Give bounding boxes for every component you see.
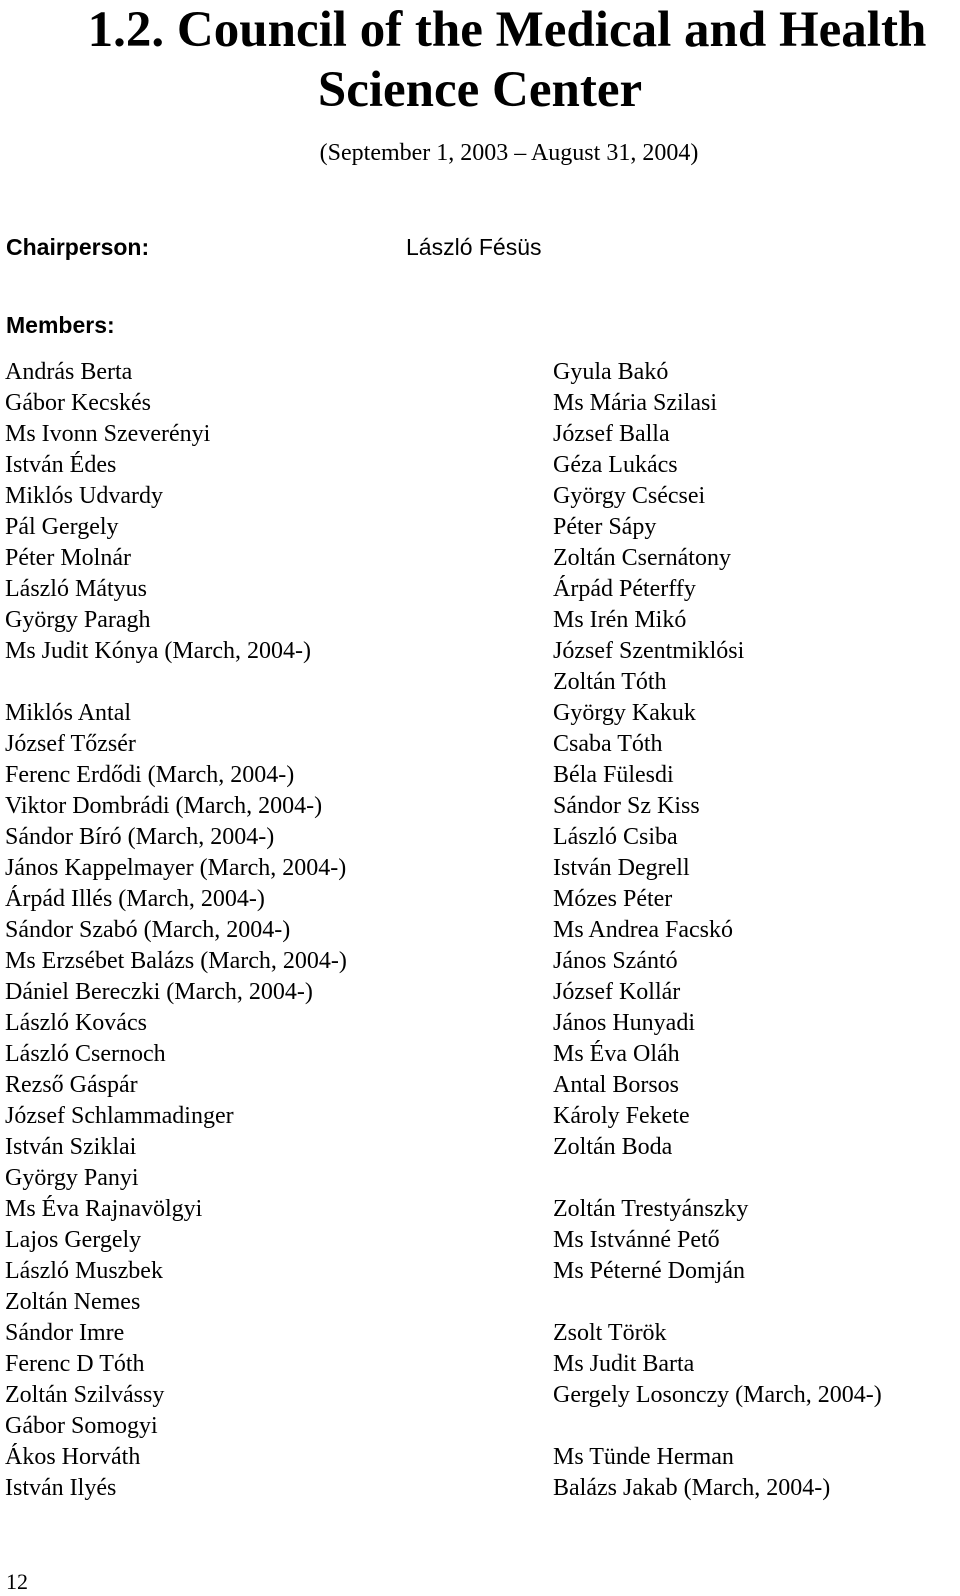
- page-number: 12: [6, 1569, 28, 1594]
- member-name: Sándor Szabó (March, 2004-): [5, 917, 291, 943]
- member-name: István Édes: [5, 452, 117, 478]
- period-subtitle: (September 1, 2003 – August 31, 2004): [319, 140, 699, 166]
- member-name: István Sziklai: [5, 1134, 137, 1160]
- member-name: Antal Borsos: [553, 1072, 679, 1098]
- member-name: Sándor Bíró (March, 2004-): [5, 824, 275, 850]
- member-name: Ms Istvánné Pető: [553, 1227, 720, 1253]
- member-name: János Szántó: [553, 948, 678, 974]
- member-name: Ákos Horváth: [5, 1444, 141, 1470]
- members-right-column: [553, 357, 882, 1504]
- member-name: Zsolt Török: [553, 1320, 667, 1346]
- member-name: Zoltán Nemes: [5, 1289, 141, 1315]
- member-name: József Kollár: [553, 979, 681, 1005]
- member-name: Ms Éva Oláh: [553, 1041, 680, 1067]
- member-name: Zoltán Trestyánszky: [553, 1196, 749, 1222]
- member-name: Miklós Udvardy: [5, 483, 163, 509]
- page-title-line-1: 1.2. Council of the Medical and Health: [87, 2, 927, 58]
- member-name: László Csernoch: [5, 1041, 166, 1067]
- member-name: János Kappelmayer (March, 2004-): [5, 855, 347, 881]
- member-name: István Ilyés: [5, 1475, 117, 1501]
- member-name: Péter Molnár: [5, 545, 131, 571]
- members-label: Members:: [6, 312, 115, 338]
- member-name: György Panyi: [5, 1165, 139, 1191]
- member-name: Dániel Bereczki (March, 2004-): [5, 979, 313, 1005]
- member-name: Péter Sápy: [553, 514, 657, 540]
- member-name: Zoltán Tóth: [553, 669, 667, 695]
- member-name: Árpád Péterffy: [553, 576, 696, 602]
- member-name: [553, 1163, 882, 1194]
- member-name: József Balla: [553, 421, 670, 447]
- member-name: Ms Péterné Domján: [553, 1258, 745, 1284]
- member-name: Gergely Losonczy (March, 2004-): [553, 1382, 882, 1408]
- member-name: Ms Ivonn Szeverényi: [5, 421, 211, 447]
- member-name: Ms Éva Rajnavölgyi: [5, 1196, 203, 1222]
- member-name: Gábor Kecskés: [5, 390, 151, 416]
- member-name: Rezső Gáspár: [5, 1072, 138, 1098]
- member-name: Géza Lukács: [553, 452, 678, 478]
- member-name: József Schlammadinger: [5, 1103, 234, 1129]
- chairperson-label: Chairperson:: [6, 234, 150, 260]
- member-name: Károly Fekete: [553, 1103, 690, 1129]
- member-name: Zoltán Csernátony: [553, 545, 731, 571]
- member-name: Ms Tünde Herman: [553, 1444, 734, 1470]
- member-name: Béla Fülesdi: [553, 762, 674, 788]
- member-name: Sándor Imre: [5, 1320, 125, 1346]
- member-name: György Paragh: [5, 607, 151, 633]
- member-name: Miklós Antal: [5, 700, 132, 726]
- member-name: Gábor Somogyi: [5, 1413, 158, 1439]
- member-name: György Kakuk: [553, 700, 696, 726]
- chairperson-name: László Fésüs: [406, 234, 542, 260]
- member-name: László Kovács: [5, 1010, 147, 1036]
- member-name: Ms Mária Szilasi: [553, 390, 717, 416]
- page-title: [0, 0, 960, 120]
- member-name: József Szentmiklósi: [553, 638, 745, 664]
- member-name: Viktor Dombrádi (March, 2004-): [5, 793, 323, 819]
- member-name: Pál Gergely: [5, 514, 119, 540]
- member-name: Balázs Jakab (March, 2004-): [553, 1475, 831, 1501]
- member-name: Ms Irén Mikó: [553, 607, 687, 633]
- member-name: József Tőzsér: [5, 731, 136, 757]
- member-name: Ms Andrea Facskó: [553, 917, 733, 943]
- page-title-line-2: Science Center: [317, 62, 643, 118]
- member-name: Ms Judit Kónya (March, 2004-): [5, 638, 311, 664]
- member-name: György Csécsei: [553, 483, 706, 509]
- member-name: László Csiba: [553, 824, 678, 850]
- member-name: Ms Erzsébet Balázs (March, 2004-): [5, 948, 347, 974]
- member-name: Csaba Tóth: [553, 731, 663, 757]
- member-name: Sándor Sz Kiss: [553, 793, 700, 819]
- member-name: Lajos Gergely: [5, 1227, 142, 1253]
- member-name: Ferenc D Tóth: [5, 1351, 145, 1377]
- member-name: Zoltán Szilvássy: [5, 1382, 165, 1408]
- member-name: [553, 1287, 882, 1318]
- member-name: László Muszbek: [5, 1258, 163, 1284]
- member-name: Zoltán Boda: [553, 1134, 673, 1160]
- member-name: [553, 1411, 882, 1442]
- member-name: István Degrell: [553, 855, 690, 881]
- member-name: [5, 667, 347, 698]
- member-name: László Mátyus: [5, 576, 147, 602]
- member-name: Ms Judit Barta: [553, 1351, 695, 1377]
- member-name: Árpád Illés (March, 2004-): [5, 886, 265, 912]
- member-name: János Hunyadi: [553, 1010, 695, 1036]
- member-name: Mózes Péter: [553, 886, 673, 912]
- member-name: Gyula Bakó: [553, 359, 669, 385]
- member-name: András Berta: [5, 359, 133, 385]
- member-name: Ferenc Erdődi (March, 2004-): [5, 762, 295, 788]
- members-left-column: [5, 357, 347, 1504]
